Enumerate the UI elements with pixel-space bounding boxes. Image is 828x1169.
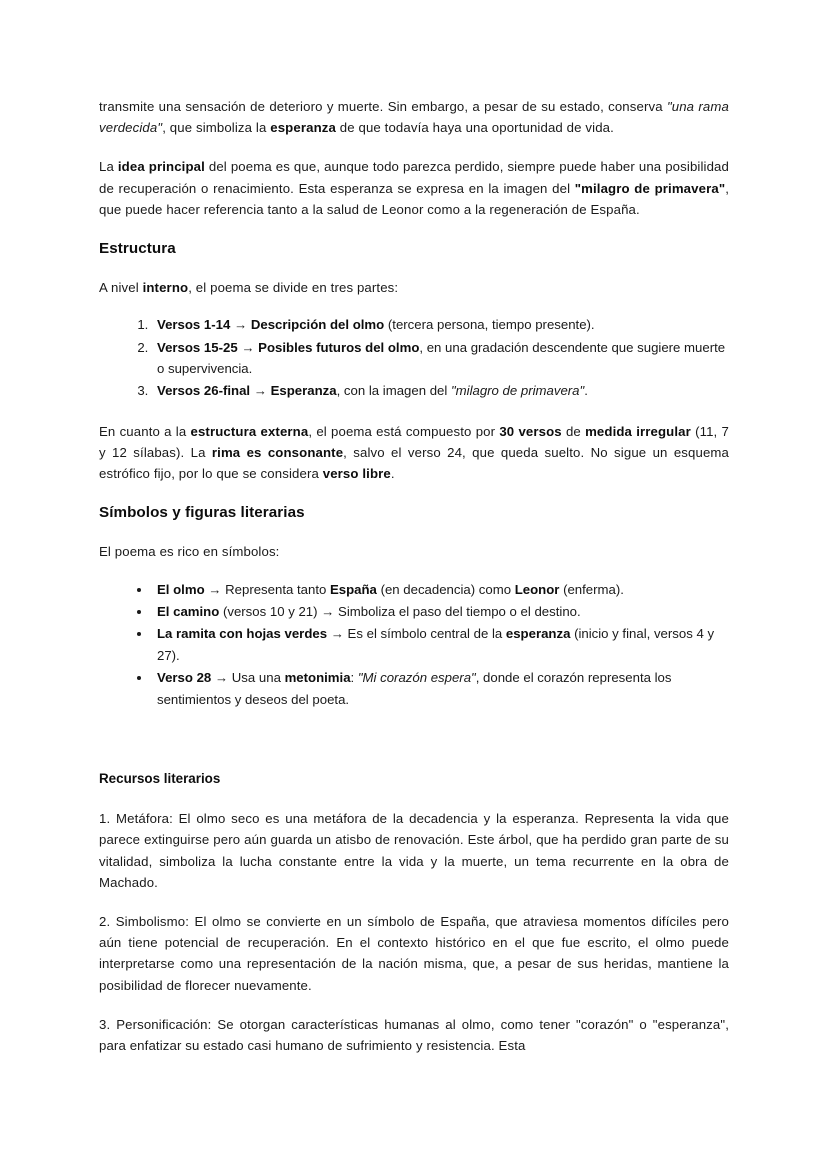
estructura-list	[99, 314, 729, 402]
list-item: 2. Versos 15-25 → Posibles futuros del olmo, en una gradación descendente que sugiere muerte o supervivencia.	[152, 337, 729, 380]
list-item: 3. Versos 26-final → Esperanza, con la imagen del "milagro de primavera".	[152, 380, 729, 401]
list-item: • Verso 28 → Usa una metonimia: "Mi corazón espera", donde el corazón representa los sentimientos y deseos del poeta.	[152, 667, 729, 710]
list-item: • El camino (versos 10 y 21) → Simboliza el paso del tiempo o el destino.	[152, 601, 729, 622]
paragraph-recurso-metafora: 1. Metáfora: El olmo seco es una metáfora de la decadencia y la esperanza. Representa la vida que parece extinguirse pero aún guarda un atisbo de renovación. Este árbol, que ha perdido gran parte de su vitalidad, simboliza la lucha constante entre la vida y la muerte, un tema recurrente en la obra de Machado.	[99, 811, 729, 890]
simbolos-list	[99, 579, 729, 710]
paragraph-nivel-interno: A nivel interno, el poema se divide en tres partes:	[99, 280, 399, 296]
paragraph-intro-continuation: transmite una sensación de deterioro y muerte. Sin embargo, a pesar de su estado, conserva "una rama verdecida", que simboliza la esperanza de que todavía haya una oportunidad de vida.	[99, 99, 729, 136]
paragraph-recurso-personificacion: 3. Personificación: Se otorgan características humanas al olmo, como tener "corazón" o "esperanza", para enfatizar su estado casi humano de sufrimiento y resistencia. Esta	[99, 1016, 729, 1053]
list-item: • El olmo → Representa tanto España (en decadencia) como Leonor (enferma).	[152, 579, 729, 600]
list-item: 1. Versos 1-14 → Descripción del olmo (tercera persona, tiempo presente).	[152, 314, 729, 335]
heading-recursos-literarios: Recursos literarios	[99, 771, 221, 787]
paragraph-idea-principal: La idea principal del poema es que, aunque todo parezca perdido, siempre puede haber una posibilidad de recuperación o renacimiento. Esta esperanza se expresa en la imagen del "milagro de primavera", que puede hacer referencia tanto a la salud de Leonor como a la regeneración de España.	[99, 159, 729, 217]
document-content	[99, 96, 729, 1074]
heading-estructura: Estructura	[99, 240, 176, 258]
list-item: • La ramita con hojas verdes → Es el símbolo central de la esperanza (inicio y final, versos 4 y 27).	[152, 623, 729, 666]
paragraph-estructura-externa: En cuanto a la estructura externa, el poema está compuesto por 30 versos de medida irregular (11, 7 y 12 sílabas). La rima es consonante, salvo el verso 24, que queda suelto. No sigue un esquema estrófico fijo, por lo que se considera verso libre.	[99, 423, 730, 482]
section-spacer	[99, 729, 729, 769]
paragraph-recurso-simbolismo: 2. Simbolismo: El olmo se convierte en un símbolo de España, que atraviesa momentos difíciles pero aún tiene potencial de recuperación. En el contexto histórico en el que fue escrito, el olmo puede interpretarse como una representación de la nación misma, que, a pesar de sus heridas, mantiene la posibilidad de florecer nuevamente.	[99, 913, 729, 993]
heading-simbolos: Símbolos y figuras literarias	[99, 504, 305, 522]
paragraph-rico-simbolos: El poema es rico en símbolos:	[99, 544, 280, 560]
